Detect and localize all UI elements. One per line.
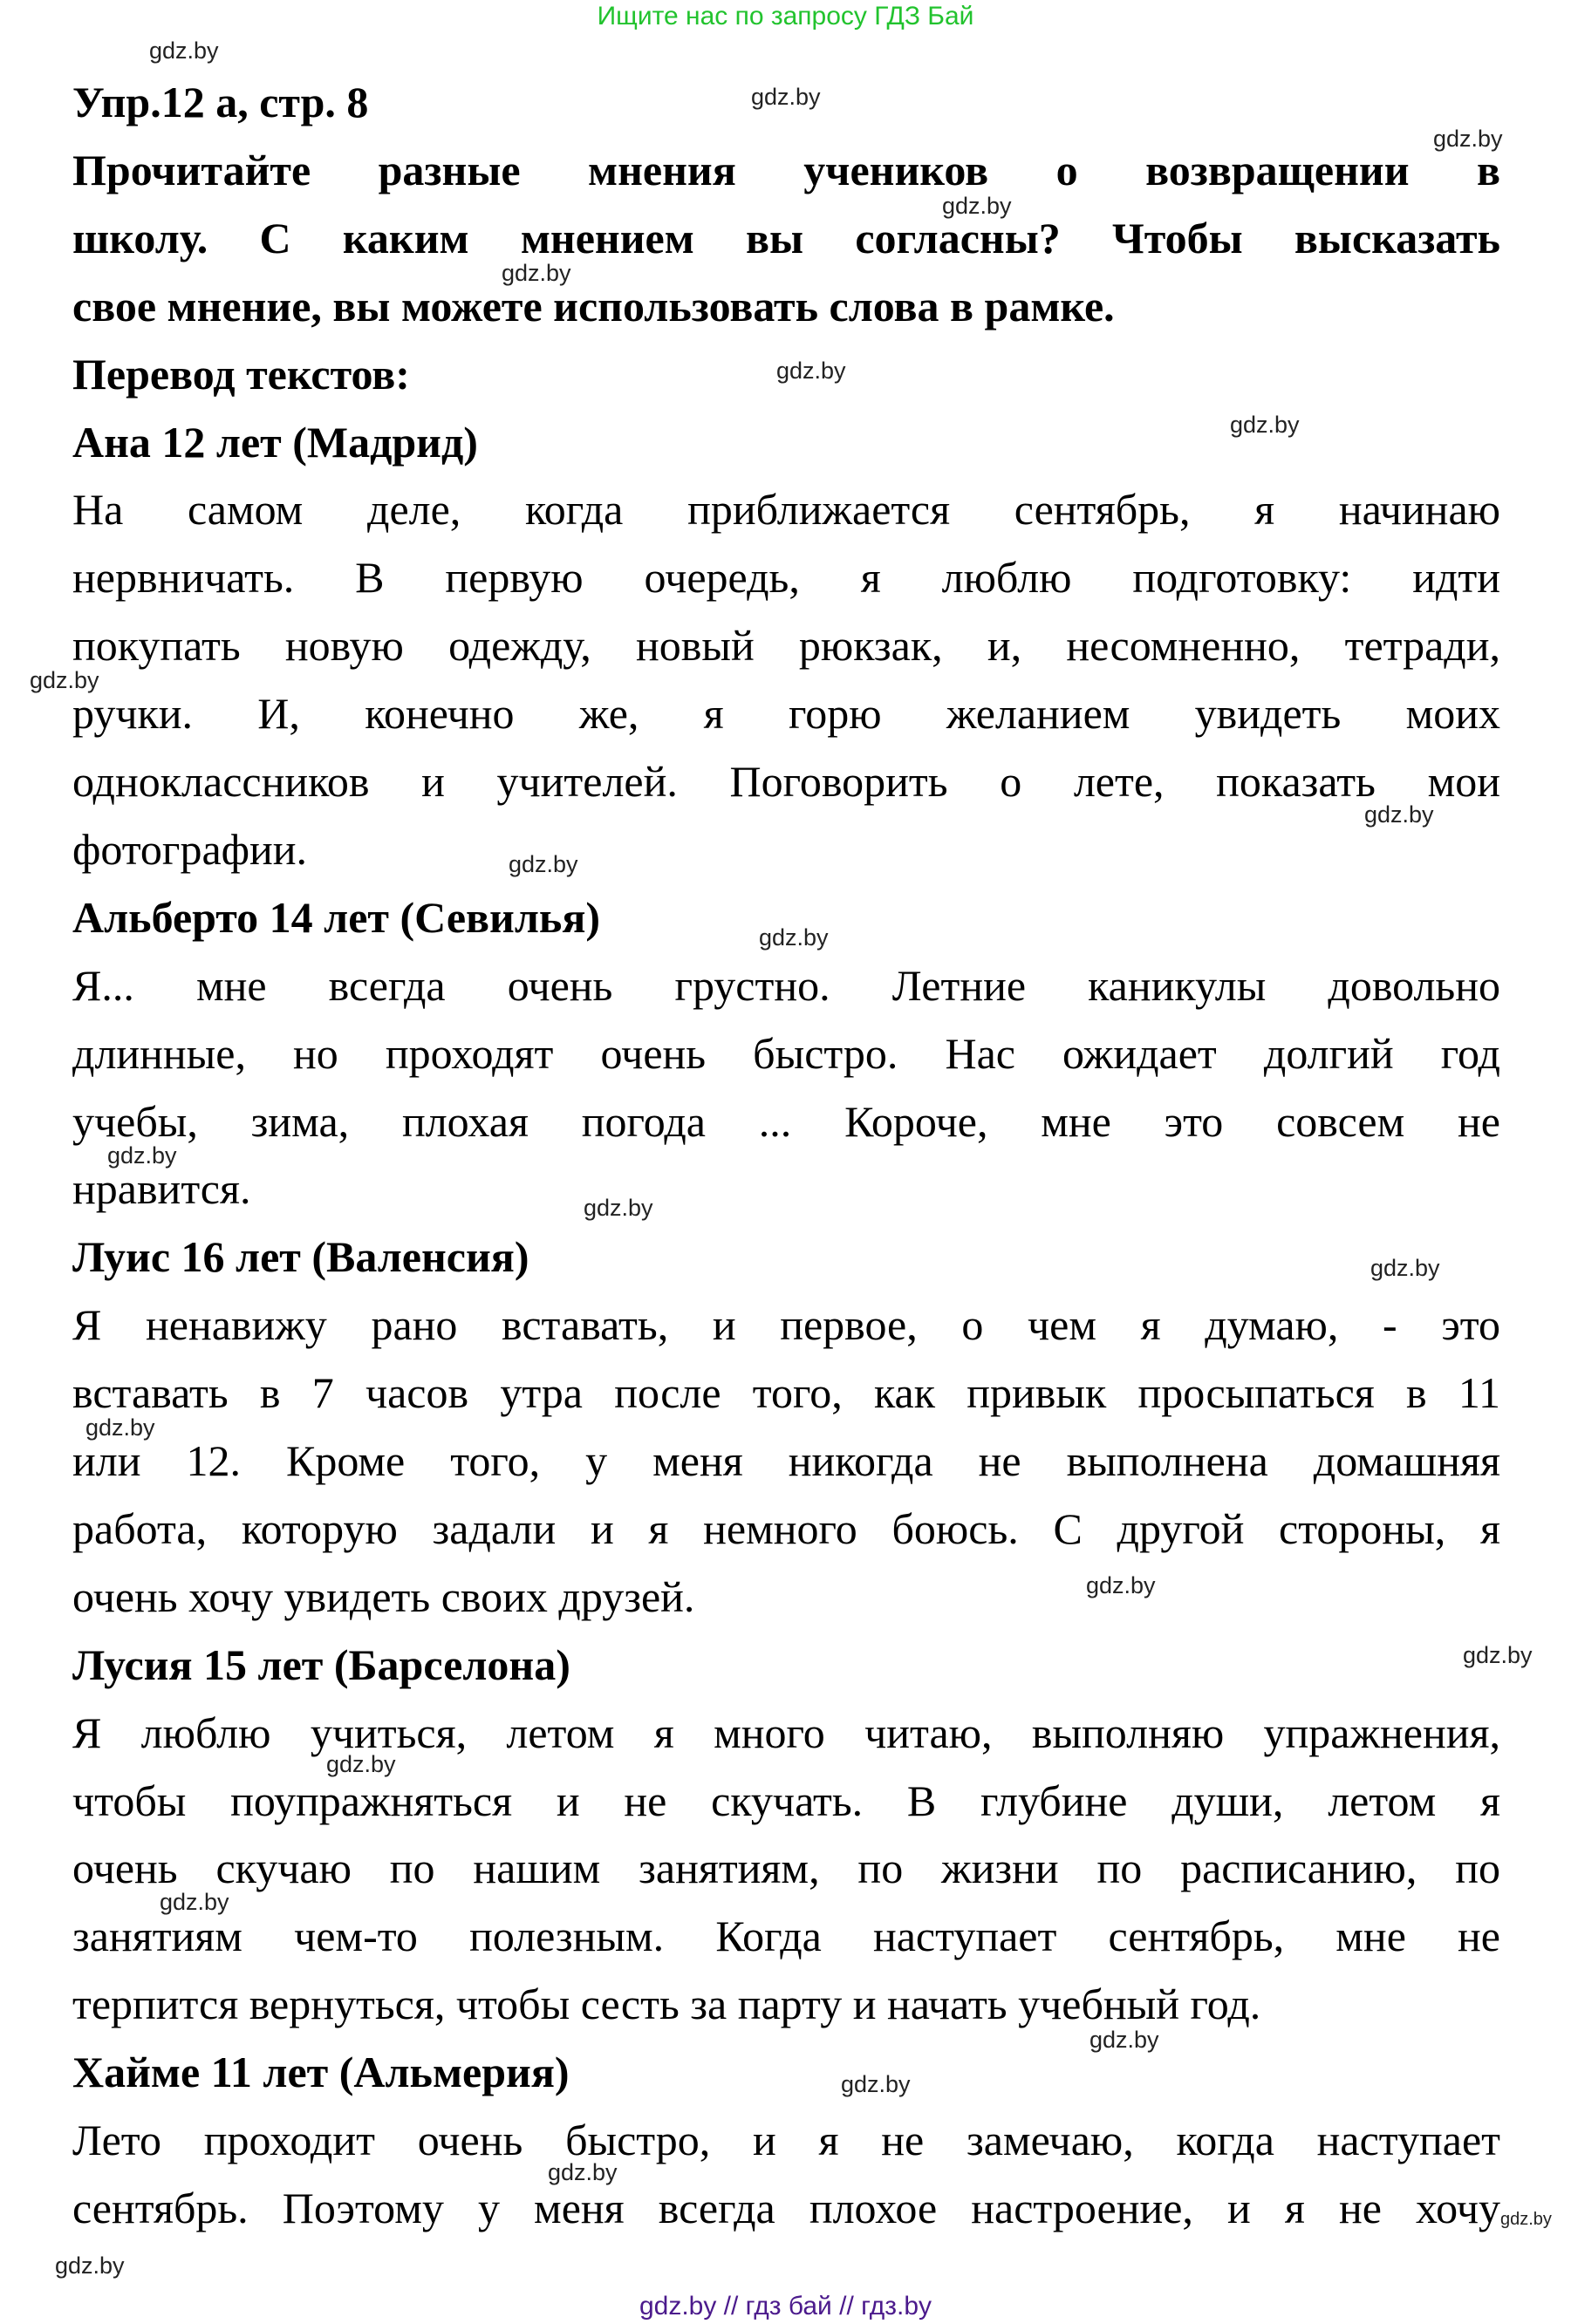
- watermark-text: gdz.by: [509, 851, 578, 877]
- watermark-text: gdz.by: [149, 37, 219, 64]
- search-banner-link[interactable]: Ищите нас по запросу ГДЗ Бай: [597, 2, 974, 31]
- watermark-text: gdz.by: [841, 2071, 911, 2097]
- watermark-text: gdz.by: [942, 193, 1012, 219]
- body-line: вставать в 7 часов утра после того, как привык просыпаться в 11: [72, 1368, 1500, 1418]
- watermark-text: gdz.by: [107, 1142, 177, 1169]
- speaker-heading: Альберто 14 лет (Севилья): [72, 892, 601, 942]
- watermark-text: gdz.by: [502, 260, 571, 286]
- body-line: фотографии.: [72, 824, 308, 874]
- body-line: очень скучаю по нашим занятиям, по жизни по расписанию, по: [72, 1844, 1500, 1893]
- body-line: Я... мне всегда очень грустно. Летние каникулы довольно: [72, 960, 1500, 1010]
- body-line: нравится.: [72, 1164, 251, 1214]
- body-line: ручки. И, конечно же, я горю желанием увидеть моих: [72, 689, 1500, 739]
- task-text: свое мнение, вы можете использовать слова в рамке.: [72, 281, 1115, 331]
- speaker-heading: Ана 12 лет (Мадрид): [72, 417, 478, 467]
- body-line: нервничать. В первую очередь, я люблю подготовку: идти: [72, 553, 1500, 603]
- body-line: чтобы поупражняться и не скучать. В глубине души, летом я: [72, 1775, 1500, 1825]
- body-line: занятиям чем-то полезным. Когда наступает сентябрь, мне не: [72, 1912, 1500, 1961]
- watermark-text: gdz.by: [776, 358, 846, 384]
- speaker-heading: Лусия 15 лет (Барселона): [72, 1639, 570, 1689]
- watermark-text: gdz.by: [1364, 801, 1434, 828]
- body-line: работа, которую задали и я немного боюсь. С другой стороны, я: [72, 1503, 1500, 1553]
- body-line: Лето проходит очень быстро, и я не замечаю, когда наступает: [72, 2116, 1500, 2164]
- task-text: Прочитайте разные мнения учеников о возвращении в: [72, 145, 1500, 194]
- watermark-text: gdz.by: [1089, 2027, 1159, 2053]
- speaker-heading: Луис 16 лет (Валенсия): [72, 1232, 529, 1282]
- watermark-text: gdz.by: [1463, 1642, 1533, 1668]
- task-text: школу. С каким мнением вы согласны? Чтобы высказать: [72, 213, 1500, 262]
- watermark-text: gdz.by: [160, 1889, 229, 1915]
- section-heading: Перевод текстов:: [72, 349, 410, 399]
- body-line: или 12. Кроме того, у меня никогда не выполнена домашняя: [72, 1436, 1500, 1485]
- watermark-text: gdz.by: [751, 84, 821, 110]
- watermark-text: gdz.by: [326, 1751, 396, 1777]
- body-line: На самом деле, когда приближается сентябрь, я начинаю: [72, 485, 1500, 535]
- watermark-text: gdz.by: [85, 1414, 155, 1441]
- watermark-text: gdz.by: [1500, 2210, 1552, 2229]
- body-line: одноклассников и учителей. Поговорить о лете, показать мои: [72, 757, 1500, 806]
- watermark-text: gdz.by: [548, 2159, 618, 2185]
- speaker-heading: Хайме 11 лет (Альмерия): [72, 2048, 570, 2097]
- watermark-text: gdz.by: [1433, 126, 1503, 152]
- body-line: терпится вернуться, чтобы сесть за парту и начать учебный год.: [72, 1980, 1261, 2029]
- body-line: Я люблю учиться, летом я много читаю, выполняю упражнения,: [72, 1707, 1500, 1757]
- body-line: очень хочу увидеть своих друзей.: [72, 1571, 695, 1621]
- body-line: покупать новую одежду, новый рюкзак, и, несомненно, тетради,: [72, 621, 1500, 671]
- watermark-text: gdz.by: [584, 1195, 653, 1221]
- exercise-title: Упр.12 а, стр. 8: [72, 78, 369, 126]
- body-line: учебы, зима, плохая погода ... Короче, мне это совсем не: [72, 1096, 1500, 1146]
- body-line: длинные, но проходят очень быстро. Нас ожидает долгий год: [72, 1028, 1500, 1078]
- watermark-text: gdz.by: [30, 667, 99, 693]
- footer-links[interactable]: gdz.by // гдз бай // гдз.by: [639, 2292, 932, 2321]
- body-line: Я ненавижу рано вставать, и первое, о чем я думаю, - это: [72, 1300, 1500, 1350]
- watermark-text: gdz.by: [1086, 1572, 1156, 1598]
- watermark-text: gdz.by: [55, 2252, 125, 2279]
- watermark-text: gdz.by: [759, 924, 829, 951]
- watermark-text: gdz.by: [1230, 412, 1300, 438]
- watermark-text: gdz.by: [1370, 1255, 1440, 1281]
- body-line: сентябрь. Поэтому у меня всегда плохое настроение, и я не хочу: [72, 2183, 1500, 2232]
